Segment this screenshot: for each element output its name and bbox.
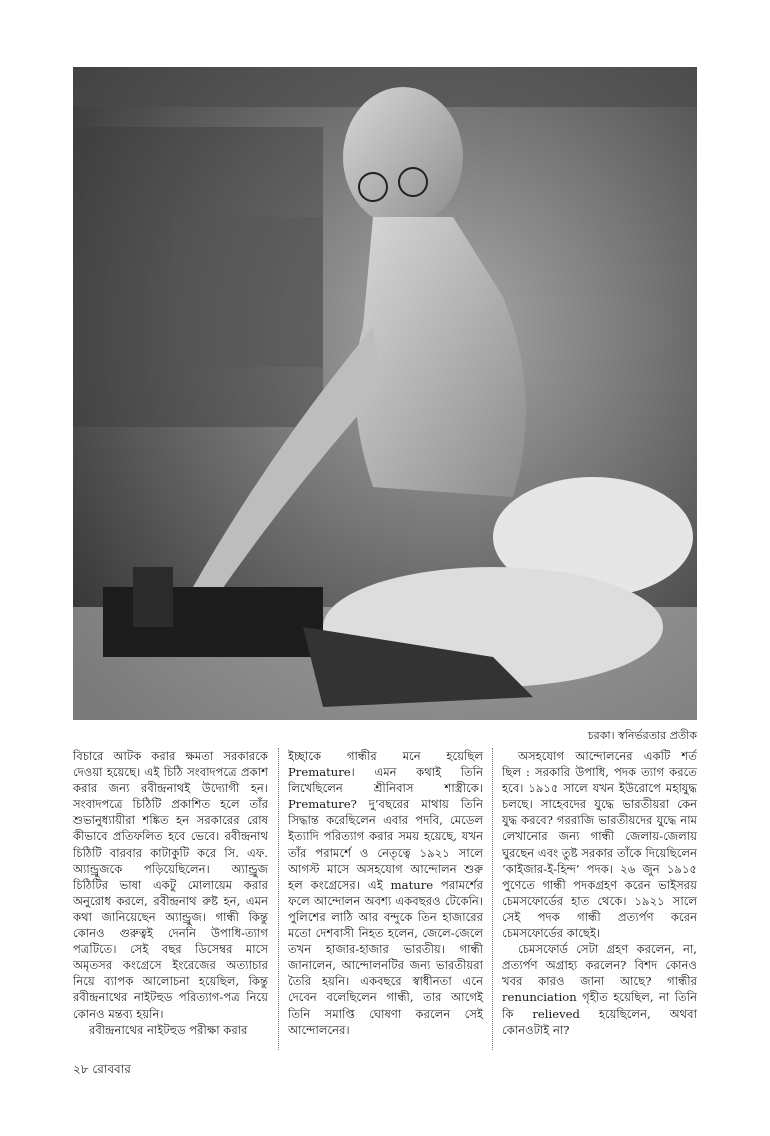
photo-gandhi-spinning-wheel [73,67,697,720]
page-footer: ২৮ রোববার [73,1062,131,1076]
column-divider [278,748,279,1050]
paragraph: অসহযোগ আন্দোলনের একটি শর্ত ছিল : সরকারি উপাধি, পদক ত্যাগ করতে হবে। ১৯১৫ সালে যখন ইউরোপে মহাযুদ্ধ চলছে। সাহেবদের যুদ্ধে ভারতীয়রা কেন যুদ্ধ করবে? গররাজি ভারতীয়দের যুদ্ধে নাম লেখানোর জন্য গান্ধী জেলায়-জেলায় ঘুরছেন এবং তুষ্ট সরকার তাঁকে দিয়েছিলেন ‘কাইজার-ই-হিন্দ’ পদক। ২৬ জুন ১৯১৫ পুণেতে গান্ধী পদকগ্রহণ করেন ভাইসরয় চেমসফোর্ডের হাত থেকে। ১৯২১ সালে সেই পদক গান্ধী প্রত্যর্পণ করেন চেমসফোর্ডের কাছেই। [502,749,697,941]
column-divider [492,748,493,1050]
paragraph: চেমসফোর্ড সেটা গ্রহণ করলেন, না, প্রত্যর্পণ অগ্রাহ্য করলেন? বিশদ কোনও খবর কারও জানা আছে? গান্ধীর renunciation গৃহীত হয়েছিল, না তিনি কি relieved হয়েছিলেন, অথবা কোনওটাই না? [502,942,697,1037]
paragraph: ইচ্ছাকে গান্ধীর মনে হয়েছিল Premature। এমন কথাই তিনি লিখেছিলেন শ্রীনিবাস শাস্ত্রীকে। Premature? দু’বছরের মাথায় তিনি সিদ্ধান্ত করেছিলেন এবার পদবি, মেডেল ইত্যাদি পরিত্যাগ করার সময় হয়েছে, যখন তাঁর পরামর্শে ও নেতৃত্বে ১৯২১ সালে আগস্ট মাসে অসহযোগ আন্দোলন শুরু হল কংগ্রেসের। এই mature পরামর্শের ফলে আন্দোলন অবশ্য একবছরও টেকেনি। পুলিশের লাঠি আর বন্দুকে তিন হাজারের মতো দেশবাসী নিহত হলেন, জেলে-জেলে তখন হাজার-হাজার ভারতীয়। গান্ধী জানালেন, আন্দোলনটির জন্য ভারতীয়রা তৈরি হয়নি। একবছরে স্বাধীনতা এনে দেবেন বলেছিলেন গান্ধী, তার আগেই তিনি সমাপ্তি ঘোষণা করলেন সেই আন্দোলনের। [288,749,483,1037]
text-column-3 [502,748,697,1038]
photo-illustration [73,67,697,720]
text-column-1 [73,748,268,1038]
paragraph: বিচারে আটক করার ক্ষমতা সরকারকে দেওয়া হয়েছে। এই চিঠি সংবাদপত্রে প্রকাশ করার জন্য রবীন্দ্রনাথই উদ্যোগী হন। সংবাদপত্রে চিঠিটি প্রকাশিত হলে তাঁর শুভানুধ্যায়ীরা শঙ্কিত হন সরকারের রোষ কীভাবে প্রতিফলিত হবে ভেবে। রবীন্দ্রনাথ চিঠিটি বারবার কাটাকুটি করে সি. এফ. অ্যান্ড্রুজকে পড়িয়েছিলেন। অ্যান্ড্রুজ চিঠিটির ভাষা একটু মোলায়েম করার অনুরোধ করলে, রবীন্দ্রনাথ রুষ্ট হন, এমন কথা জানিয়েছেন অ্যান্ড্রুজ। গান্ধী কিন্তু কোনও গুরুত্বই দেননি উপাধি-ত্যাগ পত্রটিতে। সেই বছর ডিসেম্বর মাসে অমৃতসর কংগ্রেসে ইংরেজের অত্যাচার নিয়ে ব্যাপক আলোচনা হয়েছিল, কিন্তু রবীন্দ্রনাথের নাইটহুড পরিত্যাগ-পত্র নিয়ে কোনও মন্তব্য হয়নি। [73,749,268,1021]
text-column-2 [288,748,483,1038]
photo-caption: চরকা। স্বনির্ভরতার প্রতীক [587,729,697,742]
paragraph: রবীন্দ্রনাথের নাইটহুড পরীক্ষা করার [89,1022,248,1037]
